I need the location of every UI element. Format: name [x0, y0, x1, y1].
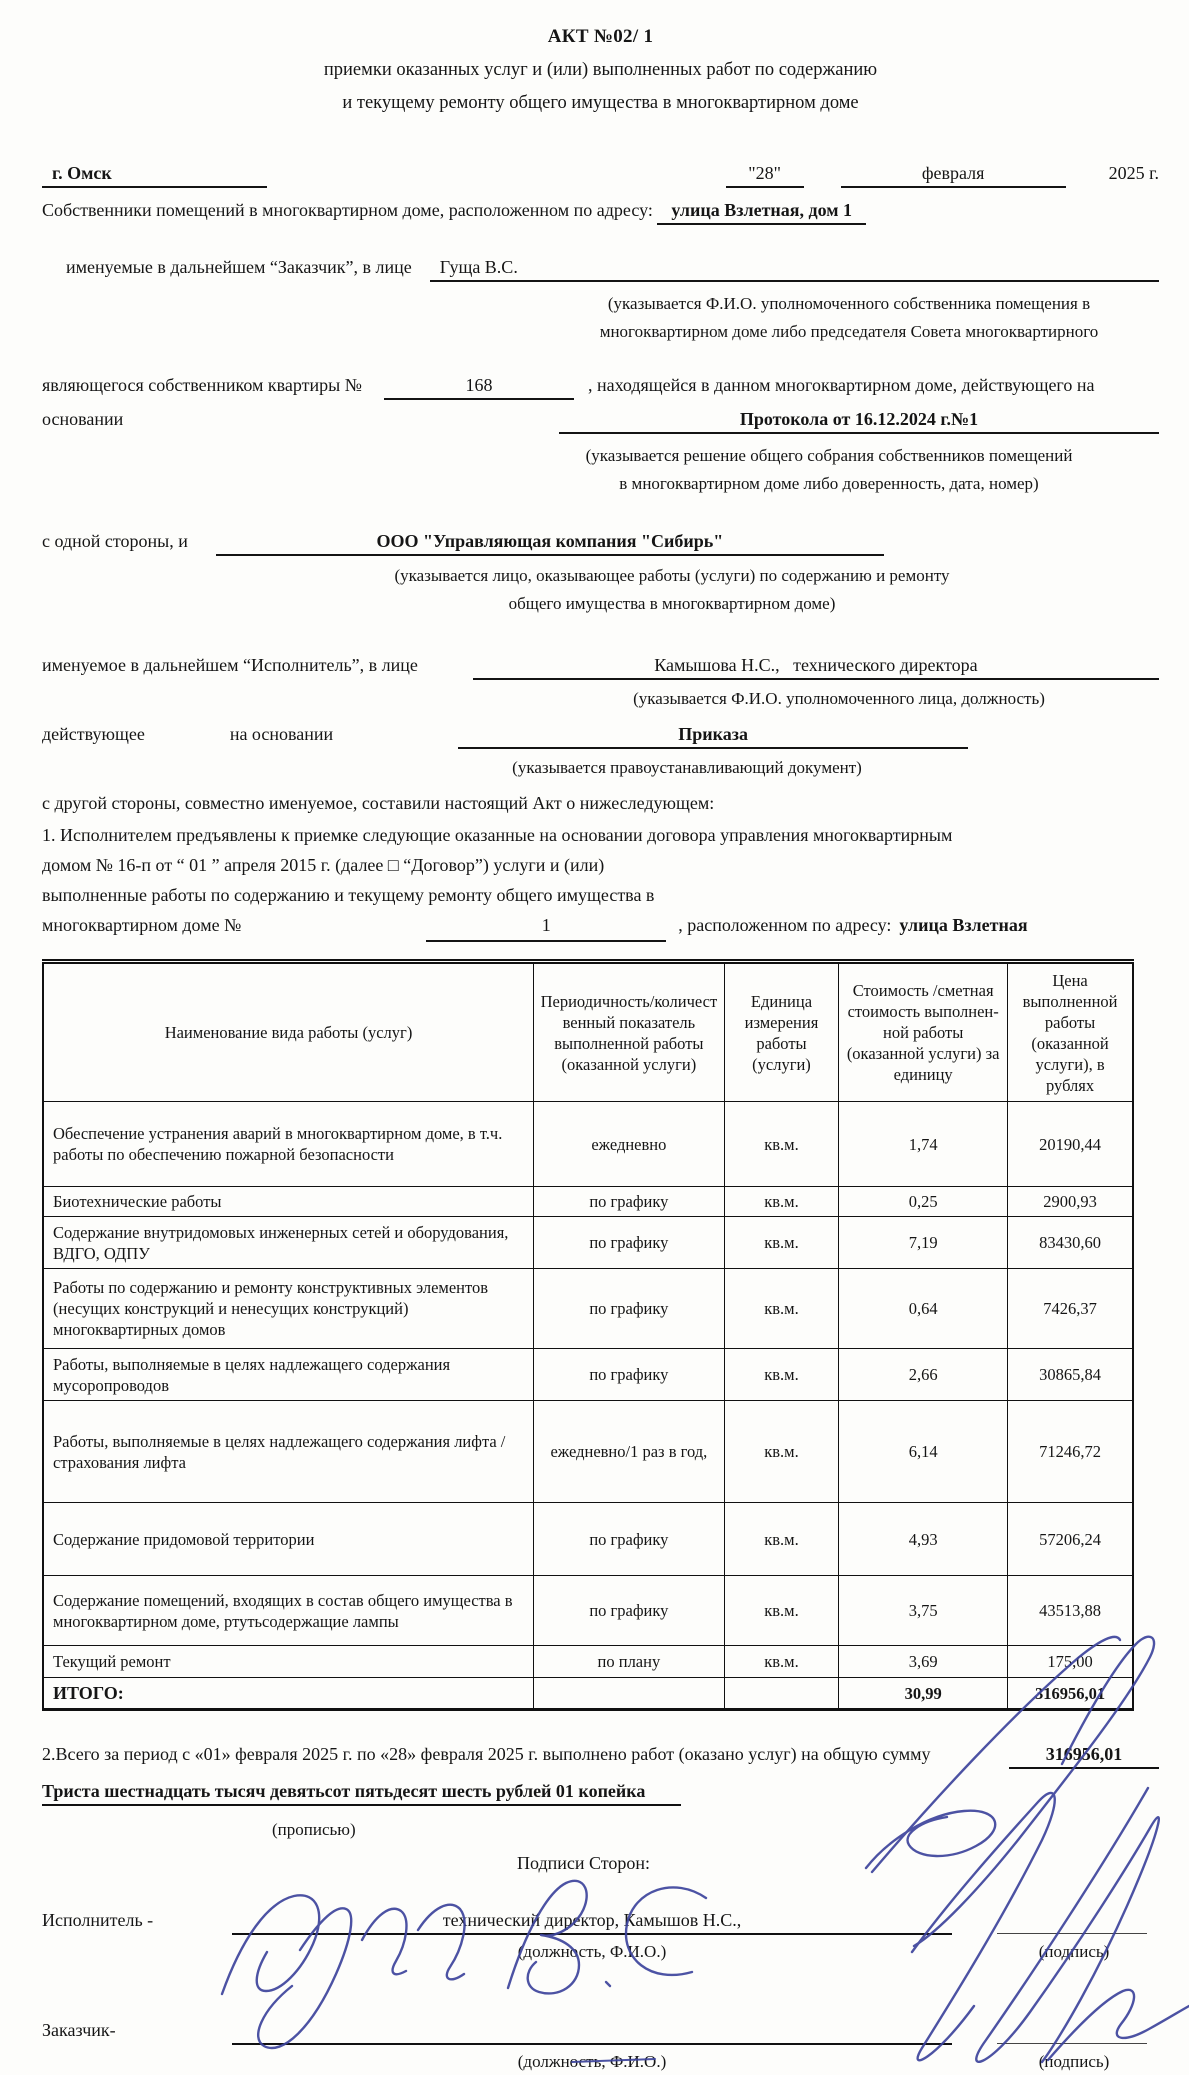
act-subtitle-1: приемки оказанных услуг и (или) выполненных работ по содержанию [323, 60, 878, 80]
executor-sign-line [997, 1907, 1147, 1934]
customer-signature-row [42, 2017, 1159, 2045]
table-row: Работы, выполняемые в целях надлежащего содержания мусоропроводов по графику кв.м. 2,66 30865,84 [43, 1349, 1133, 1401]
order-hint: (указывается правоустанавливающий документ) [512, 758, 862, 777]
order-field: Приказа [458, 721, 968, 749]
clause1-line1: 1. Исполнителем предъявлены к приемке следующие оказанные на основании договора управления многоквартирным [42, 825, 953, 845]
clause1-line3: выполненные работы по содержанию и текущему ремонту общего имущества в [42, 885, 655, 905]
customer-sig-hints: (должность, Ф.И.О.) (подпись) [517, 2052, 1110, 2071]
customer-sig-label: Заказчик- [42, 2020, 116, 2040]
table-row: Биотехнические работы по графику кв.м. 0,25 2900,93 [43, 1187, 1133, 1217]
customer-name-field: Гуща В.С. [430, 254, 1159, 282]
words-hint: (прописью) [272, 1820, 356, 1839]
table-row: Содержание помещений, входящих в состав общего имущества в многоквартирном доме, ртутьсодержащие лампы по графику кв.м. 3,75 43513,88 [43, 1576, 1133, 1646]
apartment-no-field: 168 [384, 372, 574, 400]
clause2-row [42, 1741, 1159, 1769]
owners-line: Собственники помещений в многоквартирном доме, расположенном по адресу: улица Взлетная, дом 1 [42, 197, 1159, 225]
signatures-heading: Подписи Сторон: [517, 1853, 651, 1873]
customer-ink-name [606, 1982, 610, 1986]
house-address: улица Взлетная, дом 1 [657, 197, 866, 225]
table-row: Работы, выполняемые в целях надлежащего содержания лифта / страхования лифта ежедневно/1 раз в год, кв.м. 6,14 71246,72 [43, 1401, 1133, 1503]
act-subtitle-2: и текущему ремонту общего имущества в многоквартирном доме [342, 93, 859, 113]
works-table [42, 959, 1134, 1711]
basis-row [42, 406, 1159, 434]
apartment-row: являющегося собственником квартиры № 168 , находящейся в данном многоквартирном доме, действующего на [42, 372, 1159, 400]
table-header-row [43, 962, 1133, 1102]
executor-position-field: технический директор, Камышов Н.С., [232, 1907, 952, 1935]
table-row: Содержание придомовой территории по графику кв.м. 4,93 57206,24 [43, 1503, 1133, 1576]
on-basis-label: на основании [229, 724, 334, 744]
customer-sign-line [997, 2017, 1147, 2044]
sum-in-words: Триста шестнадцать тысяч девятьсот пятьдесят шесть рублей 01 копейка [42, 1778, 1159, 1806]
table-row: Текущий ремонт по плану кв.м. 3,69 175,00 [43, 1646, 1133, 1678]
executor-sig-label: Исполнитель - [42, 1910, 154, 1930]
table-row: Работы по содержанию и ремонту конструктивных элементов (несущих конструкций и ненесущих конструкций) многоквартирных домов по графику кв.м. 0,64 7426,37 [43, 1269, 1133, 1349]
city-date-row [42, 160, 1159, 188]
col-header-unit: Единица измерения работы (услуги) [724, 962, 838, 1102]
customer-label: именуемые в дальнейшем “Заказчик”, в лице [66, 257, 412, 277]
executor-signature-row [42, 1907, 1159, 1935]
date-year: 2025 г. [1108, 163, 1159, 183]
col-header-period: Периодичность/количест венный показатель выполненной работы (оказанной услуги) [534, 962, 725, 1102]
col-header-rate: Стоимость /сметная стоимость выполнен-ной работы (оказанной услуги) за единицу [839, 962, 1008, 1102]
executor-row [42, 652, 1159, 680]
customer-position-field [232, 2017, 952, 2045]
table-total-row: ИТОГО: 30,99 316956,01 [43, 1678, 1133, 1710]
date-day: "28" [726, 160, 804, 188]
executor-hint: (указывается Ф.И.О. уполномоченного лица, должность) [633, 689, 1045, 708]
clause2-text: 2.Всего за период с «01» февраля 2025 г. по «28» февраля 2025 г. выполнено работ (оказано услуг) на общую сумму [42, 1744, 931, 1764]
customer-ink-name [508, 1881, 587, 1994]
table-row: Обеспечение устранения аварий в многоквартирном доме, в т.ч. работы по обеспечению пожарной безопасности ежедневно кв.м. 1,74 20190,44 [43, 1102, 1133, 1187]
acting-row [42, 721, 1159, 749]
customer-hint: (указывается Ф.И.О. уполномоченного собственника помещения в многоквартирном доме либо председателя Совета многоквартирного [599, 294, 1099, 341]
executor-label: именуемое в дальнейшем “Исполнитель”, в лице [42, 655, 418, 675]
date-group [726, 160, 1159, 188]
col-header-name: Наименование вида работы (услуг) [43, 962, 534, 1102]
executor-sig-hints: (должность, Ф.И.О.) (подпись) [517, 1942, 1110, 1961]
street-name: улица Взлетная [899, 915, 1028, 935]
clause1 [42, 820, 1159, 942]
total-sum-field: 316956,01 [1009, 1741, 1159, 1769]
one-side-row: с одной стороны, и ООО "Управляющая компания "Сибирь" [42, 528, 1159, 556]
house-no-field: 1 [426, 910, 666, 942]
clause1-line4: многоквартирном доме № 1 , расположенном по адресу: улица Взлетная [42, 910, 1159, 942]
executor-name-field: Камышова Н.С., технического директора [473, 652, 1159, 680]
customer-row [42, 254, 1159, 282]
company-field: ООО "Управляющая компания "Сибирь" [216, 528, 884, 556]
clause1-line2: домом № 16-п от “ 01 ” апреля 2015 г. (далее □ “Договор”) услуги и (или) [42, 855, 605, 875]
acting-label: действующее [42, 724, 145, 744]
city-field: г. Омск [42, 160, 267, 188]
act-title: АКТ №02/ 1 [547, 26, 654, 47]
basis-hint: (указывается решение общего собрания собственников помещений в многоквартирном доме либо доверенность, дата, номер) [585, 446, 1073, 493]
other-side-line: с другой стороны, совместно именуемое, составили настоящий Акт о нижеследующем: [42, 793, 715, 813]
date-month: февраля [841, 160, 1066, 188]
basis-label: основании [42, 409, 124, 429]
basis-value-field: Протокола от 16.12.2024 г.№1 [559, 406, 1159, 434]
col-header-amount: Цена выполненной работы (оказанной услуги), в рублях [1008, 962, 1133, 1102]
table-row: Содержание внутридомовых инженерных сетей и оборудования, ВДГО, ОДПУ по графику кв.м. 7,19 83430,60 [43, 1217, 1133, 1269]
company-hint: (указывается лицо, оказывающее работы (услуги) по содержанию и ремонту общего имущества в многоквартирном доме) [394, 566, 950, 613]
